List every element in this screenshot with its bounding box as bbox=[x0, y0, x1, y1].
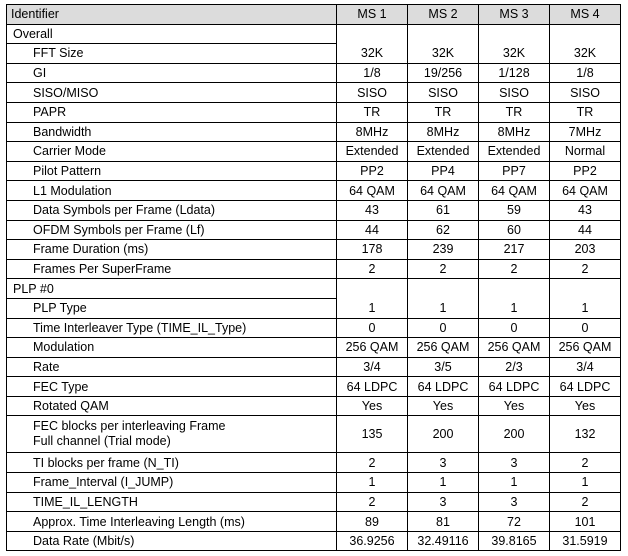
value-cell: SISO bbox=[337, 83, 408, 103]
value-cell: 239 bbox=[408, 240, 479, 260]
row-label: Frames Per SuperFrame bbox=[7, 259, 337, 279]
value-cell: Extended bbox=[337, 142, 408, 162]
row-label: TI blocks per frame (N_TI) bbox=[7, 453, 337, 473]
table-row bbox=[7, 240, 621, 260]
row-label: SISO/MISO bbox=[7, 83, 337, 103]
value-cell: 44 bbox=[550, 220, 621, 240]
value-cell: 32K bbox=[550, 44, 621, 64]
table-row bbox=[7, 181, 621, 201]
value-cell: 2 bbox=[550, 259, 621, 279]
section-empty-cell bbox=[479, 279, 550, 299]
row-label: GI bbox=[7, 63, 337, 83]
table-row bbox=[7, 473, 621, 493]
value-cell: 2 bbox=[550, 492, 621, 512]
value-cell: 64 QAM bbox=[337, 181, 408, 201]
value-cell: 2 bbox=[337, 259, 408, 279]
row-label: Frame Duration (ms) bbox=[7, 240, 337, 260]
row-label: Rotated QAM bbox=[7, 396, 337, 416]
row-label: Time Interleaver Type (TIME_IL_Type) bbox=[7, 318, 337, 338]
table-row bbox=[7, 531, 621, 551]
header-identifier: Identifier bbox=[7, 5, 337, 25]
table-row bbox=[7, 416, 621, 453]
section-empty-cell bbox=[550, 279, 621, 299]
value-cell: 2 bbox=[479, 259, 550, 279]
value-cell: 61 bbox=[408, 200, 479, 220]
value-cell: 43 bbox=[550, 200, 621, 220]
value-cell: 203 bbox=[550, 240, 621, 260]
value-cell: 256 QAM bbox=[550, 338, 621, 358]
value-cell: 3/4 bbox=[337, 357, 408, 377]
value-cell: 1 bbox=[479, 298, 550, 318]
value-cell: 64 QAM bbox=[408, 181, 479, 201]
row-label: Modulation bbox=[7, 338, 337, 358]
table-row bbox=[7, 298, 621, 318]
value-cell: 36.9256 bbox=[337, 531, 408, 551]
value-cell: 3 bbox=[408, 492, 479, 512]
value-cell: 2/3 bbox=[479, 357, 550, 377]
table-row bbox=[7, 357, 621, 377]
value-cell: 1 bbox=[479, 473, 550, 493]
row-label: FFT Size bbox=[7, 44, 337, 64]
value-cell: 2 bbox=[337, 453, 408, 473]
row-label: PLP Type bbox=[7, 298, 337, 318]
table-row bbox=[7, 259, 621, 279]
row-label: Approx. Time Interleaving Length (ms) bbox=[7, 512, 337, 532]
header-ms3: MS 3 bbox=[479, 5, 550, 25]
section-title: PLP #0 bbox=[7, 279, 337, 299]
value-cell: 64 LDPC bbox=[479, 377, 550, 397]
value-cell: 135 bbox=[337, 416, 408, 453]
value-cell: 1 bbox=[337, 298, 408, 318]
value-cell: 256 QAM bbox=[408, 338, 479, 358]
value-cell: 59 bbox=[479, 200, 550, 220]
section-title: Overall bbox=[7, 24, 337, 44]
value-cell: PP7 bbox=[479, 161, 550, 181]
row-label: TIME_IL_LENGTH bbox=[7, 492, 337, 512]
row-label: Frame_Interval (I_JUMP) bbox=[7, 473, 337, 493]
value-cell: 217 bbox=[479, 240, 550, 260]
value-cell: 72 bbox=[479, 512, 550, 532]
value-cell: 32K bbox=[479, 44, 550, 64]
row-label: PAPR bbox=[7, 102, 337, 122]
value-cell: Extended bbox=[408, 142, 479, 162]
table-row bbox=[7, 377, 621, 397]
value-cell: TR bbox=[550, 102, 621, 122]
header-ms1: MS 1 bbox=[337, 5, 408, 25]
value-cell: 60 bbox=[479, 220, 550, 240]
value-cell: 256 QAM bbox=[337, 338, 408, 358]
value-cell: 62 bbox=[408, 220, 479, 240]
section-empty-cell bbox=[408, 279, 479, 299]
value-cell: PP2 bbox=[337, 161, 408, 181]
value-cell: 81 bbox=[408, 512, 479, 532]
value-cell: 2 bbox=[337, 492, 408, 512]
value-cell: 2 bbox=[550, 453, 621, 473]
value-cell: 64 LDPC bbox=[337, 377, 408, 397]
section-empty-cell bbox=[337, 24, 408, 44]
header-ms4: MS 4 bbox=[550, 5, 621, 25]
row-label: Pilot Pattern bbox=[7, 161, 337, 181]
row-label: Rate bbox=[7, 357, 337, 377]
value-cell: 1/8 bbox=[337, 63, 408, 83]
value-cell: 200 bbox=[408, 416, 479, 453]
value-cell: 89 bbox=[337, 512, 408, 532]
value-cell: PP4 bbox=[408, 161, 479, 181]
value-cell: 64 LDPC bbox=[408, 377, 479, 397]
value-cell: 0 bbox=[337, 318, 408, 338]
value-cell: Yes bbox=[408, 396, 479, 416]
value-cell: 7MHz bbox=[550, 122, 621, 142]
value-cell: 0 bbox=[408, 318, 479, 338]
value-cell: SISO bbox=[408, 83, 479, 103]
value-cell: PP2 bbox=[550, 161, 621, 181]
value-cell: 101 bbox=[550, 512, 621, 532]
table-body bbox=[7, 5, 621, 551]
value-cell: 0 bbox=[550, 318, 621, 338]
section-empty-cell bbox=[408, 24, 479, 44]
value-cell: 8MHz bbox=[479, 122, 550, 142]
row-label-line2: Full channel (Trial mode) bbox=[33, 434, 171, 449]
value-cell: 32K bbox=[408, 44, 479, 64]
value-cell: 8MHz bbox=[408, 122, 479, 142]
table-row bbox=[7, 396, 621, 416]
value-cell: Yes bbox=[479, 396, 550, 416]
table-row bbox=[7, 161, 621, 181]
value-cell: SISO bbox=[479, 83, 550, 103]
section-empty-cell bbox=[337, 279, 408, 299]
header-ms2: MS 2 bbox=[408, 5, 479, 25]
section-row bbox=[7, 24, 621, 44]
table-row bbox=[7, 318, 621, 338]
row-label: FEC Type bbox=[7, 377, 337, 397]
value-cell: Yes bbox=[550, 396, 621, 416]
row-label: L1 Modulation bbox=[7, 181, 337, 201]
value-cell: 1 bbox=[408, 298, 479, 318]
section-empty-cell bbox=[550, 24, 621, 44]
value-cell: 19/256 bbox=[408, 63, 479, 83]
table-row bbox=[7, 512, 621, 532]
header-row bbox=[7, 5, 621, 25]
value-cell: 1 bbox=[337, 473, 408, 493]
value-cell: 1 bbox=[408, 473, 479, 493]
value-cell: 64 QAM bbox=[479, 181, 550, 201]
row-label: Carrier Mode bbox=[7, 142, 337, 162]
section-empty-cell bbox=[479, 24, 550, 44]
value-cell: TR bbox=[337, 102, 408, 122]
value-cell: 3/4 bbox=[550, 357, 621, 377]
value-cell: TR bbox=[408, 102, 479, 122]
row-label: Bandwidth bbox=[7, 122, 337, 142]
value-cell: 39.8165 bbox=[479, 531, 550, 551]
row-label bbox=[7, 416, 337, 453]
value-cell: 32K bbox=[337, 44, 408, 64]
value-cell: SISO bbox=[550, 83, 621, 103]
value-cell: 2 bbox=[408, 259, 479, 279]
row-label-line1: FEC blocks per interleaving Frame bbox=[33, 419, 226, 434]
value-cell: 132 bbox=[550, 416, 621, 453]
table-row bbox=[7, 142, 621, 162]
value-cell: 0 bbox=[479, 318, 550, 338]
value-cell: 8MHz bbox=[337, 122, 408, 142]
value-cell: Extended bbox=[479, 142, 550, 162]
value-cell: 200 bbox=[479, 416, 550, 453]
value-cell: 3/5 bbox=[408, 357, 479, 377]
value-cell: 44 bbox=[337, 220, 408, 240]
row-label: OFDM Symbols per Frame (Lf) bbox=[7, 220, 337, 240]
value-cell: 31.5919 bbox=[550, 531, 621, 551]
table-row bbox=[7, 220, 621, 240]
value-cell: Normal bbox=[550, 142, 621, 162]
value-cell: 43 bbox=[337, 200, 408, 220]
table-row bbox=[7, 492, 621, 512]
value-cell: 1/8 bbox=[550, 63, 621, 83]
table-row bbox=[7, 338, 621, 358]
value-cell: 32.49116 bbox=[408, 531, 479, 551]
value-cell: Yes bbox=[337, 396, 408, 416]
value-cell: 1 bbox=[550, 473, 621, 493]
value-cell: 64 QAM bbox=[550, 181, 621, 201]
table-row bbox=[7, 63, 621, 83]
parameters-table bbox=[6, 4, 621, 551]
section-row bbox=[7, 279, 621, 299]
table-row bbox=[7, 83, 621, 103]
value-cell: 3 bbox=[408, 453, 479, 473]
table-row bbox=[7, 102, 621, 122]
table-row bbox=[7, 200, 621, 220]
value-cell: TR bbox=[479, 102, 550, 122]
table-row bbox=[7, 453, 621, 473]
value-cell: 64 LDPC bbox=[550, 377, 621, 397]
value-cell: 3 bbox=[479, 492, 550, 512]
table-row bbox=[7, 44, 621, 64]
value-cell: 3 bbox=[479, 453, 550, 473]
table-row bbox=[7, 122, 621, 142]
value-cell: 1/128 bbox=[479, 63, 550, 83]
row-label: Data Symbols per Frame (Ldata) bbox=[7, 200, 337, 220]
value-cell: 256 QAM bbox=[479, 338, 550, 358]
row-label: Data Rate (Mbit/s) bbox=[7, 531, 337, 551]
value-cell: 1 bbox=[550, 298, 621, 318]
value-cell: 178 bbox=[337, 240, 408, 260]
